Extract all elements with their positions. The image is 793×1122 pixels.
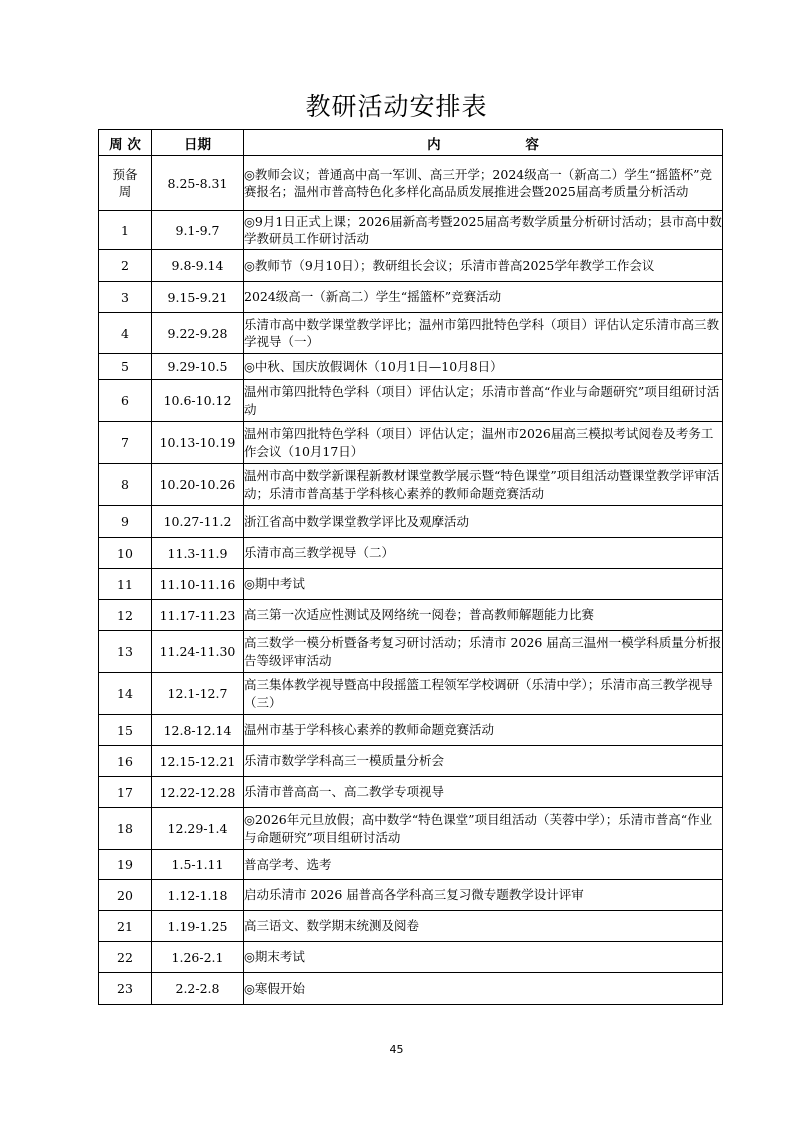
week-cell: 1 bbox=[99, 211, 152, 250]
table-row bbox=[99, 746, 723, 777]
date-cell: 9.8-9.14 bbox=[152, 250, 244, 282]
date-cell: 11.10-11.16 bbox=[152, 569, 244, 600]
date-cell: 10.20-10.26 bbox=[152, 464, 244, 506]
week-cell: 10 bbox=[99, 538, 152, 569]
table-row bbox=[99, 850, 723, 880]
table-row bbox=[99, 506, 723, 538]
content-cell: ◎中秋、国庆放假调休（10月1日—10月8日） bbox=[244, 354, 723, 380]
table-header-row bbox=[99, 130, 723, 156]
table-row bbox=[99, 380, 723, 422]
content-cell: ◎寒假开始 bbox=[244, 973, 723, 1005]
content-cell: 温州市第四批特色学科（项目）评估认定；温州市2026届高三模拟考试阅卷及考务工作会议（10月17日） bbox=[244, 422, 723, 464]
table-row bbox=[99, 313, 723, 354]
table-row bbox=[99, 973, 723, 1005]
page-number: 45 bbox=[389, 1043, 404, 1056]
week-cell: 22 bbox=[99, 942, 152, 973]
week-cell: 6 bbox=[99, 380, 152, 422]
table-row bbox=[99, 600, 723, 631]
content-cell: 高三第一次适应性测试及网络统一阅卷；普高教师解题能力比赛 bbox=[244, 600, 723, 631]
content-cell: 高三数学一模分析暨备考复习研讨活动；乐清市 2026 届高三温州一模学科质量分析报告等级评审活动 bbox=[244, 631, 723, 673]
header-week: 周 次 bbox=[99, 130, 152, 156]
week-cell: 21 bbox=[99, 911, 152, 942]
table-row bbox=[99, 569, 723, 600]
table-row bbox=[99, 715, 723, 746]
table-row bbox=[99, 211, 723, 250]
table-row bbox=[99, 673, 723, 715]
week-label: 预备周 bbox=[112, 167, 138, 199]
table-row bbox=[99, 880, 723, 911]
content-cell: ◎9月1日正式上课；2026届新高考暨2025届高考数学质量分析研讨活动；县市高中数学教研员工作研讨活动 bbox=[244, 211, 723, 250]
content-cell: 高三语文、数学期末统测及阅卷 bbox=[244, 911, 723, 942]
table-row bbox=[99, 538, 723, 569]
content-cell: ◎期中考试 bbox=[244, 569, 723, 600]
week-cell: 20 bbox=[99, 880, 152, 911]
date-cell: 8.25-8.31 bbox=[152, 156, 244, 211]
date-cell: 9.1-9.7 bbox=[152, 211, 244, 250]
content-cell: ◎2026年元旦放假；高中数学“特色课堂”项目组活动（芙蓉中学）；乐清市普高“作业与命题研究”项目组研讨活动 bbox=[244, 808, 723, 850]
week-cell: 23 bbox=[99, 973, 152, 1005]
date-cell: 12.1-12.7 bbox=[152, 673, 244, 715]
date-cell: 12.29-1.4 bbox=[152, 808, 244, 850]
content-cell: 乐清市普高高一、高二教学专项视导 bbox=[244, 777, 723, 808]
week-cell: 3 bbox=[99, 282, 152, 313]
table-row bbox=[99, 250, 723, 282]
week-cell: 14 bbox=[99, 673, 152, 715]
date-cell: 12.8-12.14 bbox=[152, 715, 244, 746]
table-row bbox=[99, 464, 723, 506]
week-cell: 2 bbox=[99, 250, 152, 282]
content-cell: 浙江省高中数学课堂教学评比及观摩活动 bbox=[244, 506, 723, 538]
week-cell: 13 bbox=[99, 631, 152, 673]
table-row bbox=[99, 354, 723, 380]
week-cell: 7 bbox=[99, 422, 152, 464]
content-cell: 普高学考、选考 bbox=[244, 850, 723, 880]
table-row bbox=[99, 631, 723, 673]
week-cell: 8 bbox=[99, 464, 152, 506]
week-cell: 15 bbox=[99, 715, 152, 746]
week-cell: 11 bbox=[99, 569, 152, 600]
date-cell: 1.26-2.1 bbox=[152, 942, 244, 973]
table-row bbox=[99, 942, 723, 973]
date-cell: 9.15-9.21 bbox=[152, 282, 244, 313]
week-cell: 12 bbox=[99, 600, 152, 631]
week-cell: 4 bbox=[99, 313, 152, 354]
table-row bbox=[99, 282, 723, 313]
week-cell: 18 bbox=[99, 808, 152, 850]
header-date: 日期 bbox=[152, 130, 244, 156]
table-row bbox=[99, 808, 723, 850]
schedule-table bbox=[98, 129, 723, 1005]
date-cell: 11.3-11.9 bbox=[152, 538, 244, 569]
date-cell: 1.12-1.18 bbox=[152, 880, 244, 911]
content-cell: 启动乐清市 2026 届普高各学科高三复习微专题教学设计评审 bbox=[244, 880, 723, 911]
week-cell: 16 bbox=[99, 746, 152, 777]
week-cell: 17 bbox=[99, 777, 152, 808]
date-cell: 12.15-12.21 bbox=[152, 746, 244, 777]
date-cell: 9.22-9.28 bbox=[152, 313, 244, 354]
content-cell: ◎教师会议；普通高中高一军训、高三开学；2024级高一（新高二）学生“摇篮杯”竞赛报名；温州市普高特色化多样化高品质发展推进会暨2025届高考质量分析活动 bbox=[244, 156, 723, 211]
header-content: 内 容 bbox=[244, 130, 723, 156]
content-cell: 温州市第四批特色学科（项目）评估认定；乐清市普高“作业与命题研究”项目组研讨活动 bbox=[244, 380, 723, 422]
content-cell: 温州市基于学科核心素养的教师命题竞赛活动 bbox=[244, 715, 723, 746]
table-row bbox=[99, 911, 723, 942]
date-cell: 9.29-10.5 bbox=[152, 354, 244, 380]
date-cell: 11.24-11.30 bbox=[152, 631, 244, 673]
date-cell: 10.6-10.12 bbox=[152, 380, 244, 422]
date-cell: 10.13-10.19 bbox=[152, 422, 244, 464]
week-cell: 5 bbox=[99, 354, 152, 380]
content-cell: 2024级高一（新高二）学生“摇篮杯”竞赛活动 bbox=[244, 282, 723, 313]
date-cell: 2.2-2.8 bbox=[152, 973, 244, 1005]
content-cell: 乐清市数学学科高三一模质量分析会 bbox=[244, 746, 723, 777]
table-row bbox=[99, 156, 723, 211]
date-cell: 10.27-11.2 bbox=[152, 506, 244, 538]
week-cell: 9 bbox=[99, 506, 152, 538]
content-cell: 高三集体教学视导暨高中段摇篮工程领军学校调研（乐清中学）；乐清市高三教学视导（三） bbox=[244, 673, 723, 715]
week-cell bbox=[99, 156, 152, 211]
date-cell: 11.17-11.23 bbox=[152, 600, 244, 631]
table-row bbox=[99, 422, 723, 464]
content-cell: 乐清市高中数学课堂教学评比；温州市第四批特色学科（项目）评估认定乐清市高三教学视导（一） bbox=[244, 313, 723, 354]
table-row bbox=[99, 777, 723, 808]
content-cell: ◎教师节（9月10日）；教研组长会议；乐清市普高2025学年教学工作会议 bbox=[244, 250, 723, 282]
date-cell: 1.5-1.11 bbox=[152, 850, 244, 880]
page-title: 教研活动安排表 bbox=[305, 92, 488, 121]
week-cell: 19 bbox=[99, 850, 152, 880]
content-cell: ◎期末考试 bbox=[244, 942, 723, 973]
content-cell: 温州市高中数学新课程新教材课堂教学展示暨“特色课堂”项目组活动暨课堂教学评审活动；乐清市普高基于学科核心素养的教师命题竞赛活动 bbox=[244, 464, 723, 506]
content-cell: 乐清市高三教学视导（二） bbox=[244, 538, 723, 569]
date-cell: 12.22-12.28 bbox=[152, 777, 244, 808]
date-cell: 1.19-1.25 bbox=[152, 911, 244, 942]
